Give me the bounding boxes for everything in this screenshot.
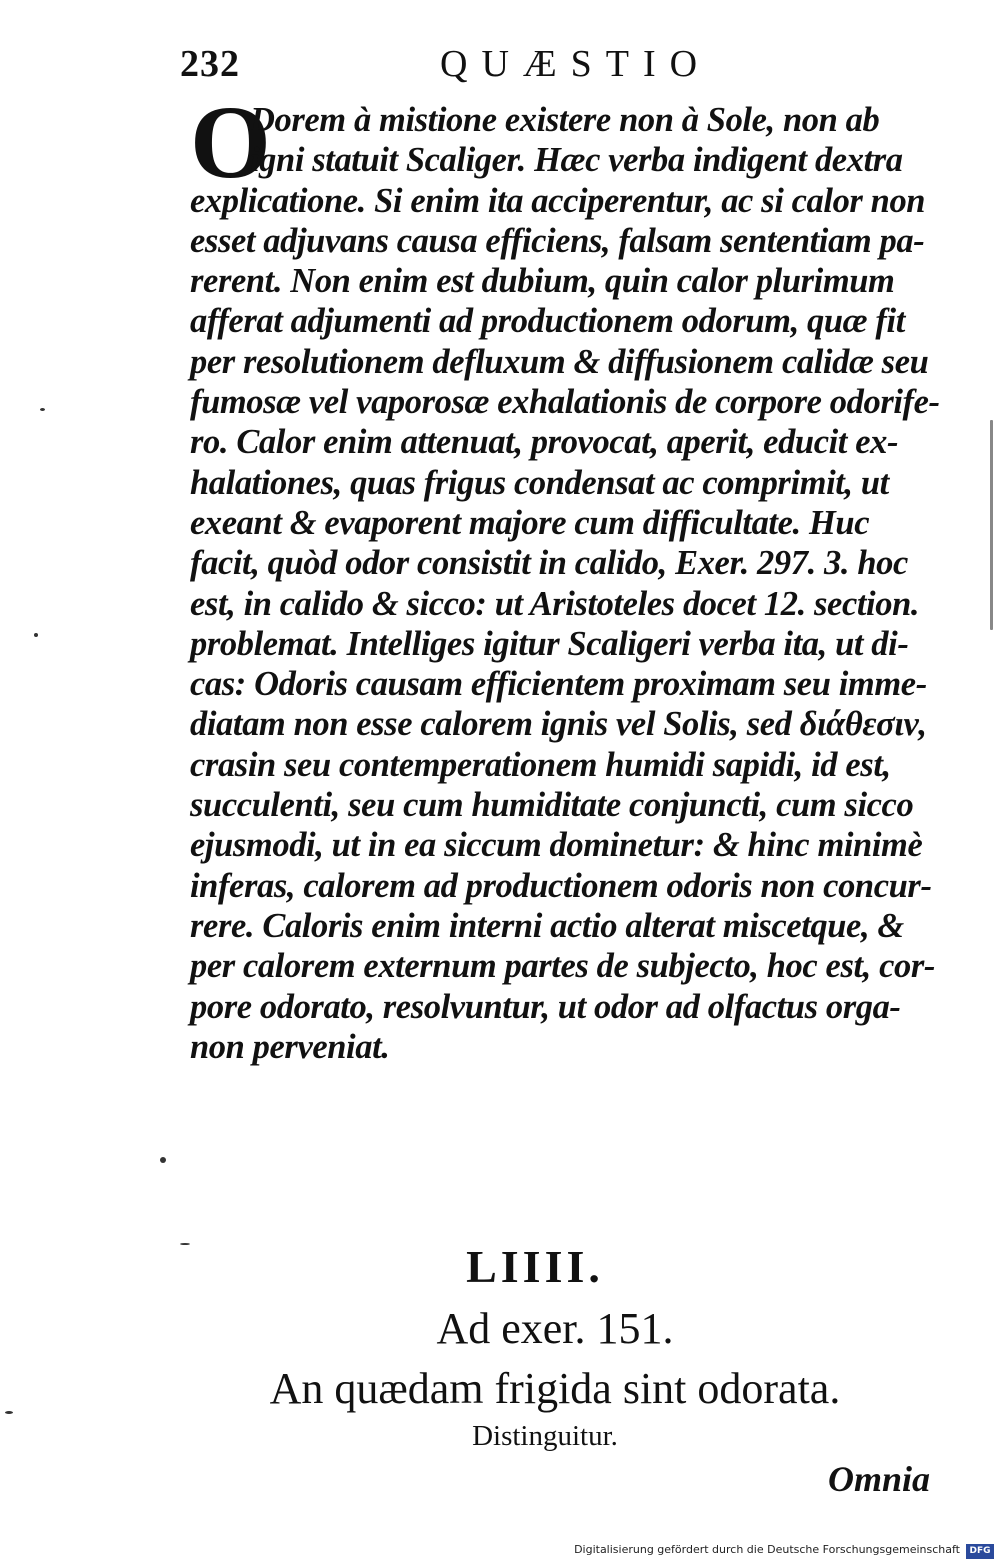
text-line: explicatione. Si enim ita acciperentur, ac si calor non xyxy=(190,181,926,220)
text-line: facit, quòd odor consistit in calido, Exer. 297. 3. hoc xyxy=(190,544,908,583)
question-heading: An quædam frigida sint odorata. xyxy=(269,1364,841,1413)
text-line: ejusmodi, ut in ea siccum dominetur: & hinc minimè xyxy=(190,826,923,865)
text-line: crasin seu contemperationem humidi sapidi, id est, xyxy=(190,745,891,784)
body-paragraph xyxy=(190,85,940,1067)
scan-speck xyxy=(5,1411,13,1414)
text-line: diatam non esse calorem ignis vel Solis, sed διάθεσιν, xyxy=(190,705,927,744)
dfg-logo-icon: DFG xyxy=(966,1544,994,1559)
page-number: 232 xyxy=(180,43,240,85)
text-line: problemat. Intelliges igitur Scaligeri verba ita, ut di- xyxy=(190,624,909,663)
text-line: pore odorato, resolvuntur, ut odor ad olfactus orga- xyxy=(190,987,901,1026)
text-line: rerent. Non enim est dubium, quin calor plurimum xyxy=(190,262,895,301)
text-line: non perveniat. xyxy=(190,1027,390,1066)
running-title: QUÆSTIO xyxy=(440,43,712,85)
running-head xyxy=(0,42,1000,92)
scan-speck xyxy=(180,1243,190,1245)
text-line: ro. Calor enim attenuat, provocat, aperit, educit ex- xyxy=(190,423,899,462)
section-number: LIIII. xyxy=(466,1241,604,1292)
exercise-reference: Ad exer. 151. xyxy=(436,1304,674,1353)
catchword: Omnia xyxy=(828,1459,931,1499)
funding-credit: Digitalisierung gefördert durch die Deutsche Forschungsgemeinschaft xyxy=(574,1543,960,1556)
text-line: est, in calido & sicco: ut Aristoteles docet 12. section. xyxy=(190,584,920,623)
text-line: rere. Caloris enim interni actio alterat miscetque, & xyxy=(190,906,904,945)
text-line: inferas, calorem ad productionem odoris non concur- xyxy=(190,866,932,905)
scan-speck xyxy=(990,420,993,630)
scan-speck xyxy=(40,408,45,411)
scan-speck xyxy=(34,633,38,637)
drop-cap: O xyxy=(190,85,271,200)
text-line: exeant & evaporent majore cum difficultate. Huc xyxy=(190,503,870,542)
text-line: afferat adjumenti ad productionem odorum, quæ fit xyxy=(190,302,905,341)
text-line: esset adjuvans causa efficiens, falsam sententiam pa- xyxy=(190,221,925,260)
text-line: igni statuit Scaliger. Hæc verba indigent dextra xyxy=(250,141,903,180)
text-line: per calorem externum partes de subjecto, hoc est, cor- xyxy=(190,947,935,986)
text-line: Dorem à mistione existere non à Sole, non ab xyxy=(250,101,880,139)
text-line: succulenti, seu cum humiditate conjuncti, cum sicco xyxy=(190,786,914,825)
text-line: per resolutionem defluxum & diffusionem calidæ seu xyxy=(190,342,929,381)
digitization-footer xyxy=(0,1543,1000,1561)
text-line: halationes, quas frigus condensat ac comprimit, ut xyxy=(190,463,889,502)
scan-speck xyxy=(160,1157,166,1163)
text-line: cas: Odoris causam efficientem proximam seu imme- xyxy=(190,665,927,704)
text-line: fumosæ vel vaporosæ exhalationis de corpore odorife- xyxy=(190,383,940,422)
distinction-note: Distinguitur. xyxy=(472,1420,618,1452)
